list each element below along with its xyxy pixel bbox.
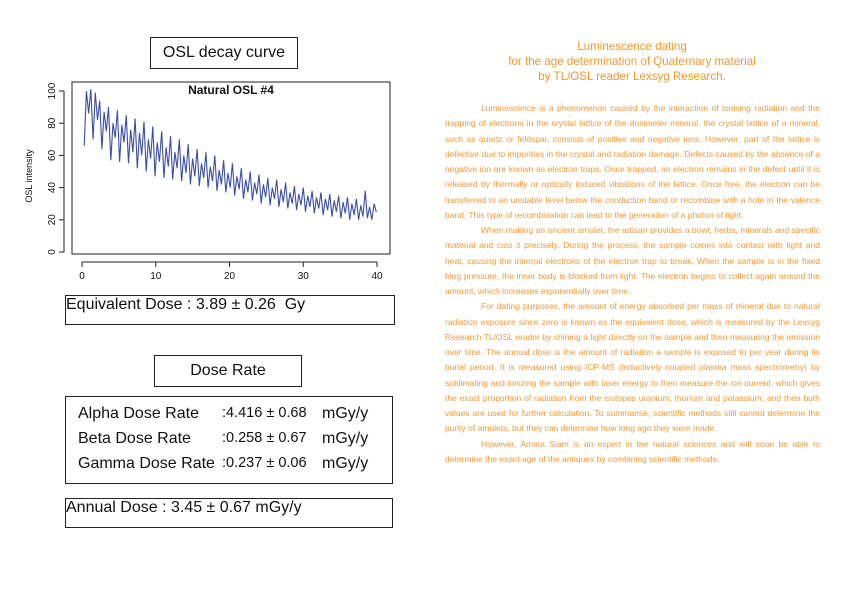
y-tick-label: 20 [47,214,58,226]
y-tick-label: 100 [47,82,58,100]
annual-dose-label: Annual Dose [66,499,158,516]
x-tick-label: 30 [297,271,309,282]
equivalent-dose-label-text: Equivalent Dose [66,296,183,313]
y-tick-label: 80 [47,117,58,129]
alpha-dose-rate-label: Alpha Dose Rate [78,405,199,422]
beta-dose-rate-value: :0.258 ± 0.67 [222,430,307,446]
annual-dose-value [162,499,302,516]
alpha-dose-rate-unit: mGy/y [322,405,369,422]
dose-rate-title: Dose Rate [190,362,266,379]
equivalent-dose-sep: : [186,296,192,313]
gamma-dose-rate-label: Gamma Dose Rate [78,455,215,472]
osl-decay-chart [20,78,395,293]
alpha-dose-rate-row [78,405,388,427]
beta-dose-rate-label: Beta Dose Rate [78,430,191,447]
chart-title: OSL decay curve [162,44,286,61]
article-paragraph: However, Amata Siam is an expert in the natural sciences and will soon be able to determine the exact age of the antiques by combining scientific methods. [445,438,820,464]
equivalent-dose-unit: Gy [284,296,306,313]
heading-line: by TL/OSL reader Lexsyg Research. [538,70,726,83]
y-axis-label: OSL intensity [24,149,34,203]
heading-line: Luminescence dating [577,40,687,53]
annual-dose-unit: mGy/y [255,499,302,516]
beta-dose-rate-unit: mGy/y [322,430,369,447]
article-paragraph: When making an ancient amulet, the artisan provides a bowl, herbs, minerals and specific material and cuts it precisely. During the process, the sample comes into contact with light and heat, causing the internal electrons of the electron trap to break. When the sample is in the fixed blog pressure, the inner body is blocked from light. The electron begins to collect again around the amount, which increases exponentially over time. [445,225,820,296]
annual-dose-box [65,498,393,528]
equivalent-dose-number: 3.89 ± 0.26 [195,296,276,313]
x-tick-label: 20 [223,271,236,282]
article-body [445,101,820,467]
annual-dose-number: : 3.45 ± 0.67 [162,499,251,516]
article-paragraph: For dating purposes, the amount of energy absorbed per mass of mineral due to natural radiation exposure since zero is known as the equivalent dose, which is measured by the Lexsyg Research TL/OSL reader by shining a light directly on the sample and then measuring the emission over time. The annual dose is the amount of radiation a sample is exposed to per year during its burial period. It is measured using ICP-MS (inductively coupled plasma mass spectrometry) by sublimating and ionizing the sample with laser energy to then measure the ion current, which gives the exact proportion of radiation from the isotopes uranium, thorium and potassium, and then both values are used for further calculation. To summarise, scientific methods still cannot determine the purity of amulets, but they can determine how long ago they were made. [445,301,820,434]
article-heading [440,39,824,84]
series-line [84,89,376,219]
gamma-dose-rate-row [78,455,388,477]
x-tick-label: 10 [150,271,162,282]
gamma-dose-rate-value: :0.237 ± 0.06 [222,455,307,471]
plot-title: Natural OSL #4 [188,83,274,97]
equivalent-dose-label [66,296,191,313]
equivalent-dose-value [196,296,305,313]
article-paragraph: Luminescence is a phenomenon caused by the interaction of ionising radiation and the trapping of electrons in the crystal lattice of the dosimeter mineral. the crystal lattice of a mineral, such as quartz or feldspar, consists of positive and negative ions. However, part of the lattice is defective due to impurities in the crystal and radiation damage. Defects caused by the absence of a negative ion are known as electron traps. Once trapped, an electron remains in the defect until it is released by thermally or optically induced vibrations of the lattice. Once free, the electron can be transferred to an unstable level below the conduction band or recombine with a hole in the valence band. This type of recombination can lead to the generation of a photon of light. [445,103,820,220]
chart-title-box [150,37,298,69]
y-tick-label: 0 [47,249,58,255]
x-tick-label: 40 [371,271,383,282]
y-tick-label: 60 [47,149,58,161]
alpha-dose-rate-value: :4.416 ± 0.68 [222,405,307,421]
beta-dose-rate-row [78,430,388,452]
dose-rate-title-box [154,355,302,387]
heading-line: for the age determination of Quaternary material [508,55,756,68]
equivalent-dose-box [65,295,395,325]
dose-rates-box [65,396,393,484]
x-tick-label: 0 [79,271,85,282]
plot-frame [72,82,390,254]
y-tick-label: 40 [47,182,58,194]
gamma-dose-rate-unit: mGy/y [322,455,369,472]
